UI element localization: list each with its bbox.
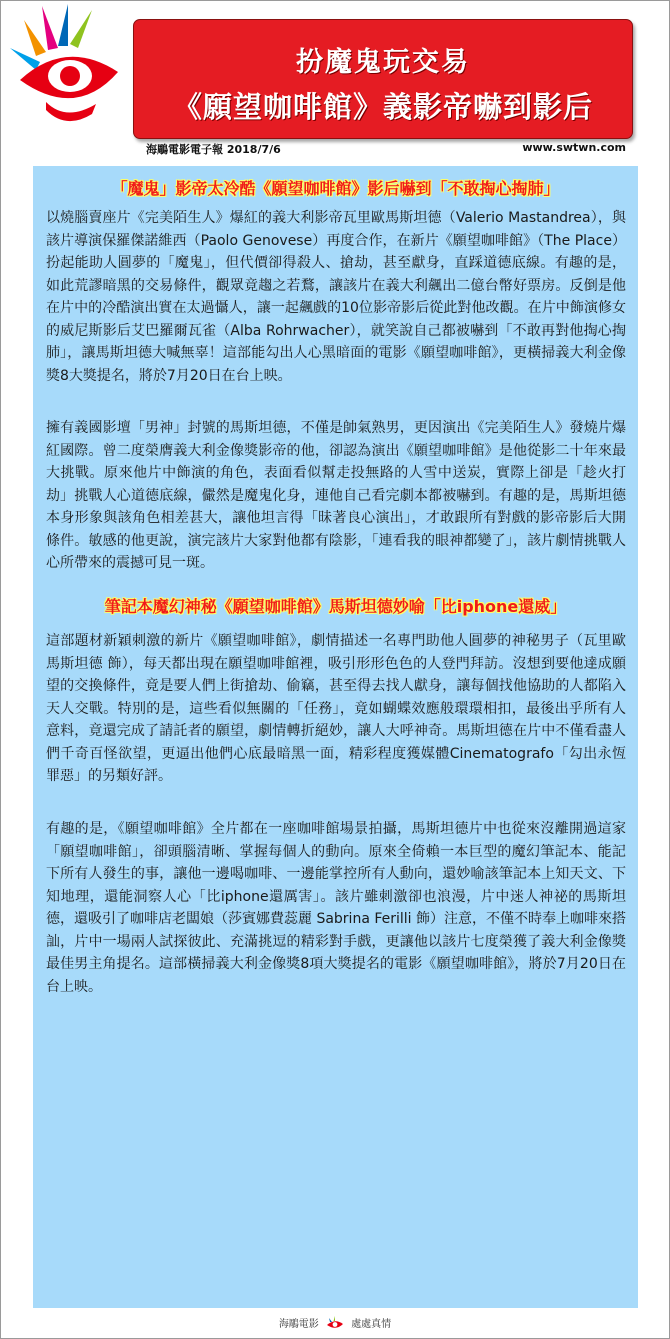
article-paragraph-1: 以燒腦賣座片《完美陌生人》爆紅的義大利影帝瓦里歐馬斯坦德（Valerio Mastandrea），與該片導演保羅傑諾維西（Paolo Genovese）再度合作，在新片《願望咖啡館》（The Place）扮起能助人圓夢的「魔鬼」，但代價卻得殺人、搶劫，甚至獻身，直踩道德底線。有趣的是，如此荒謬暗黑的交易條件，觀眾竟趨之若鶩，讓該片在義大利飆出二億台幣好票房。反倒是他在片中的冷酷演出實在太過懾人，讓一起飆戲的10位影帝影后從此對他改觀。在片中飾演修女的威尼斯影后艾巴羅爾瓦雀（Alba Rohrwacher），就笑說自己都被嚇到「不敢再對他掏心掏肺」，讓馬斯坦德大喊無辜！這部能勾出人心黑暗面的電影《願望咖啡館》，更橫掃義大利金像獎8大獎提名，將於7月20日在台上映。 xyxy=(46,210,626,384)
section-heading-1: 「魔鬼」影帝太冷酷《願望咖啡館》影后嚇到「不敢掏心掏肺」 xyxy=(111,179,560,198)
article-paragraph-4: 有趣的是，《願望咖啡館》全片都在一座咖啡館場景拍攝，馬斯坦德片中也從來沒離開過這家「願望咖啡館」，卻頭腦清晰、掌握每個人的動向。原來全倚賴一本巨型的魔幻筆記本、能記下所有人發生的事，讓他一邊喝咖啡、一邊能掌控所有人動向，還妙喻該筆記本上知天文、下知地理，還能洞察人心「比iphone還厲害」。該片雖刺激卻也浪漫，片中迷人神祕的馬斯坦德，還吸引了咖啡店老闆娘（莎賓娜費蕊麗 Sabrina Ferilli 飾）注意，不僅不時奉上咖啡來搭訕，片中一場兩人試探彼此、充滿挑逗的精彩對手戲，更讓他以該片七度榮獲了義大利金像獎最佳男主角提名。這部橫掃義大利金像獎8項大獎提名的電影《願望咖啡館》，將於7月20日在台上映。 xyxy=(46,821,627,995)
footer-slogan: 處處真情 xyxy=(351,1319,392,1330)
banner-title-line1: 扮魔鬼玩交易 xyxy=(296,47,470,78)
footer-brand: 海鵰電影 xyxy=(278,1319,319,1330)
article-paragraph-2: 擁有義國影壇「男神」封號的馬斯坦德，不僅是帥氣熟男，更因演出《完美陌生人》發燒片爆紅國際。曾二度榮膺義大利金像獎影帝的他，卻認為演出《願望咖啡館》是他從影二十年來最大挑戰。原來他片中飾演的角色，表面看似幫走投無路的人雪中送炭，實際上卻是「趁火打劫」挑戰人心道德底線，儼然是魔鬼化身，連他自己看完劇本都被嚇到。有趣的是，馬斯坦德本身形象與該角色相差甚大，讓他坦言得「昧著良心演出」，才敢跟所有對戲的影帝影后大開條件。敏感的他更說，演完該片大家對他都有陰影，「連看我的眼神都變了」，該片劇情挑戰人心所帶來的震撼可見一斑。 xyxy=(46,420,626,571)
article-paragraph-3: 這部題材新穎刺激的新片《願望咖啡館》，劇情描述一名專門助他人圓夢的神秘男子（瓦里歐馬斯坦德 飾），每天都出現在願望咖啡館裡，吸引形形色色的人登門拜訪。沒想到要他達成願望的交換條件，竟是要人們上街搶劫、偷竊，甚至得去找人獻身，讓每個找他協助的人都陷入天人交戰。特別的是，這些看似無關的「任務」，竟如蝴蝶效應般環環相扣，最後出乎所有人意料，竟還完成了請託者的願望，劇情轉折絕妙，讓人大呼神奇。馬斯坦德在片中不僅看盡人們千奇百怪欲望，更逼出他們心底最暗黑一面，精彩程度獲媒體Cinematografo「勾出永恆罪惡」的另類好評。 xyxy=(46,633,626,784)
starburst-eye-logo xyxy=(6,2,136,130)
website-url: www.swtwn.com xyxy=(522,141,626,154)
article-panel xyxy=(33,166,638,1308)
mini-eye-logo-icon xyxy=(325,1316,345,1332)
title-banner xyxy=(133,19,633,139)
publisher-date: 海鵰電影電子報 2018/7/6 xyxy=(146,143,281,156)
footer xyxy=(0,1315,670,1332)
banner-title-line2: 《願望咖啡館》義影帝嚇到影后 xyxy=(172,90,593,124)
section-heading-2: 筆記本魔幻神秘《願望咖啡館》馬斯坦德妙喻「比iphone還威」 xyxy=(104,597,567,616)
